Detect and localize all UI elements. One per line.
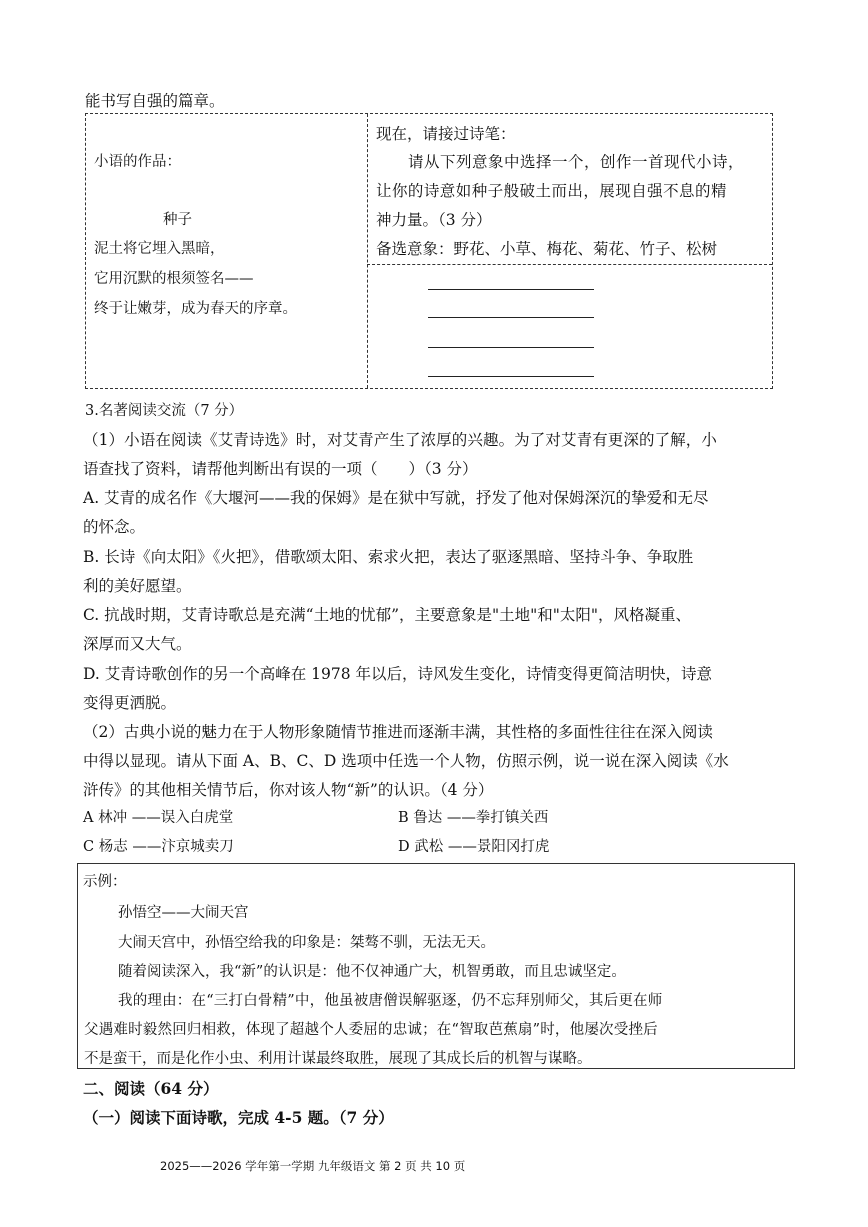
example-line: 大闹天宫中，孙悟空给我的印象是：桀骜不驯，无法无天。: [118, 935, 495, 951]
q3-part2-line: 浒传》的其他相关情节后，你对该人物“新”的认识。（4 分）: [83, 781, 494, 799]
example-label: 示例：: [83, 874, 127, 890]
table-divider-horizontal: [367, 264, 772, 265]
image-options: 备选意象：野花、小草、梅花、菊花、竹子、松树: [376, 240, 718, 258]
answer-line[interactable]: [428, 376, 594, 377]
table-divider-vertical: [367, 114, 368, 388]
poem-line: 泥土将它埋入黑暗，: [94, 241, 225, 257]
example-line: 我的理由：在“三打白骨精”中，他虽被唐僧误解驱逐，仍不忘拜别师父，其后更在师: [118, 993, 663, 1009]
option-d-line1: D. 艾青诗歌创作的另一个高峰在 1978 年以后，诗风发生变化，诗情变得更简洁明快，诗意: [83, 665, 713, 683]
poem-line: 终于让嫩芽，成为春天的序章。: [94, 301, 297, 317]
option-d-line2: 变得更洒脱。: [83, 694, 177, 712]
page-footer: 2025——2026 学年第一学期 九年级语文 第 2 页 共 10 页: [160, 1159, 466, 1173]
task-line: 请从下列意象中选择一个，创作一首现代小诗，: [408, 153, 745, 171]
poem-cell-title: 小语的作品：: [94, 154, 181, 170]
character-choice-a: A 林冲 ——误入白虎堂: [83, 810, 234, 826]
answer-line[interactable]: [428, 347, 594, 348]
q3-part1-line: （1）小语在阅读《艾青诗选》时，对艾青产生了浓厚的兴趣。为了对艾青有更深的了解，小: [83, 431, 717, 449]
q3-part2-line: 中得以显现。请从下面 A、B、C、D 选项中任选一个人物，仿照示例，说一说在深入阅读《水: [83, 752, 729, 770]
answer-line[interactable]: [428, 317, 594, 318]
option-a-line1: A. 艾青的成名作《大堰河——我的保姆》是在狱中写就，抒发了他对保姆深沉的挚爱和无尽: [83, 489, 709, 507]
character-choice-c: C 杨志 ——汴京城卖刀: [83, 839, 234, 855]
character-choice-d: D 武松 ——景阳冈打虎: [398, 839, 550, 855]
task-line: 现在，请接过诗笔：: [376, 125, 516, 143]
option-a-line2: 的怀念。: [83, 518, 146, 536]
option-c-line2: 深厚而又大气。: [83, 635, 192, 653]
poem-line: 它用沉默的根须签名——: [94, 271, 254, 287]
section-subtitle: （一）阅读下面诗歌，完成 4-5 题。（7 分）: [83, 1108, 394, 1127]
poem-title: 种子: [163, 212, 192, 228]
example-line: 随着阅读深入，我“新”的认识是：他不仅神通广大，机智勇敢，而且忠诚坚定。: [118, 964, 626, 980]
task-line: 神力量。（3 分）: [376, 211, 492, 229]
q3-part1-line: 语查找了资料，请帮他判断出有误的一项（ ）（3 分）: [83, 460, 478, 478]
intro-text: 能书写自强的篇章。: [85, 92, 225, 110]
q3-title: 3.名著阅读交流（7 分）: [85, 403, 244, 419]
q3-part2-line: （2）古典小说的魅力在于人物形象随情节推进而逐渐丰满，其性格的多面性往往在深入阅读: [83, 723, 713, 741]
option-b-line1: B. 长诗《向太阳》《火把》，借歌颂太阳、索求火把，表达了驱逐黑暗、坚持斗争、争取胜: [83, 548, 694, 566]
option-c-line1: C. 抗战时期，艾青诗歌总是充满“土地的忧郁”，主要意象是"土地"和"太阳"，风格凝重、: [83, 606, 692, 624]
example-line: 孙悟空——大闹天宫: [118, 905, 249, 921]
character-choice-b: B 鲁达 ——拳打镇关西: [398, 810, 549, 826]
section-title: 二、阅读（64 分）: [83, 1079, 219, 1098]
example-line: 父遇难时毅然回归相救，体现了超越个人委屈的忠诚；在“智取芭蕉扇”时，他屡次受挫后: [84, 1022, 658, 1038]
option-b-line2: 利的美好愿望。: [83, 577, 192, 595]
task-line: 让你的诗意如种子般破土而出，展现自强不息的精: [376, 182, 727, 200]
answer-line[interactable]: [428, 289, 594, 290]
example-line: 不是蛮干，而是化作小虫、利用计谋最终取胜，展现了其成长后的机智与谋略。: [84, 1051, 592, 1067]
